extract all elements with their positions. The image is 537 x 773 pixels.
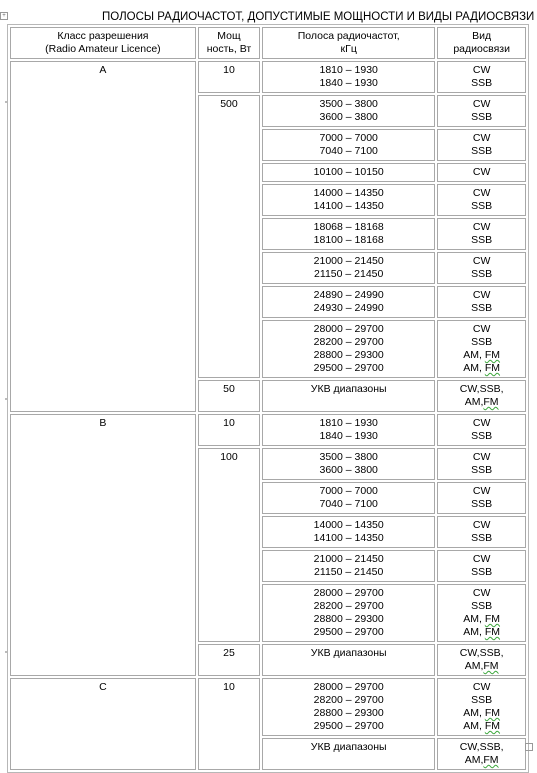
header-frequency-band [262,27,435,59]
frequency-band-cell [262,516,435,548]
frequency-range: 28800 – 29300 [313,349,384,361]
emission-mode-cell [437,320,526,378]
header-text: (Radio Amateur Licence) [45,43,161,55]
emission-mode-cell [437,286,526,318]
emission-mode-cell [437,550,526,582]
frequency-range: 18100 – 18168 [313,234,384,246]
emission-mode-cell [437,414,526,446]
emission-mode: SSB [471,430,493,442]
power-cell: 50 [198,380,260,412]
frequency-band-cell [262,584,435,642]
frequency-range: 14000 – 14350 [313,519,384,531]
header-text: Мощ [217,30,241,42]
frequency-range: 28000 – 29700 [313,587,384,599]
frequency-band-cell [262,129,435,161]
emission-mode: CW [472,587,491,599]
emission-mode: CW [472,485,491,497]
header-text: кГц [340,43,357,55]
emission-mode: CW [472,417,491,429]
frequency-range: 24930 – 24990 [313,302,384,314]
frequency-band-cell [262,550,435,582]
frequency-range: 1840 – 1930 [319,430,378,442]
power-cell: 25 [198,644,260,676]
emission-mode: CW,SSB, [459,647,504,659]
frequency-band-cell [262,482,435,514]
power-cell: 100 [198,448,260,642]
frequency-range: 28200 – 29700 [313,336,384,348]
power-cell: 10 [198,414,260,446]
resize-handle-icon[interactable] [525,743,533,751]
emission-mode: SSB [471,464,493,476]
frequency-range: 28200 – 29700 [313,694,384,706]
emission-mode: AM, FM [463,362,501,374]
table-body [10,61,526,770]
emission-mode: SSB [471,145,493,157]
frequency-range: 3500 – 3800 [319,98,378,110]
emission-mode: SSB [471,234,493,246]
frequency-band-cell [262,163,435,182]
emission-mode: SSB [471,600,493,612]
emission-mode: AM, FM [463,626,501,638]
emission-mode-cell [437,482,526,514]
frequency-range: 24890 – 24990 [313,289,384,301]
frequency-band-cell [262,184,435,216]
frequency-band-cell [262,380,435,412]
emission-mode-cell [437,218,526,250]
emission-mode: CW [472,221,491,233]
frequency-band-cell [262,448,435,480]
spellcheck-underline: FM [483,396,499,408]
emission-mode: CW [472,451,491,463]
table-row [10,61,526,93]
licence-class-cell: B [10,414,196,676]
licence-class-cell: A [10,61,196,412]
emission-mode: CW [472,553,491,565]
emission-mode-cell [437,516,526,548]
frequency-range: 21150 – 21450 [314,268,384,280]
emission-mode: SSB [471,532,493,544]
frequency-range: 28200 – 29700 [313,600,384,612]
table-row [10,414,526,446]
emission-mode: SSB [471,200,493,212]
emission-mode: SSB [471,111,493,123]
frequency-range: 1810 – 1930 [319,417,378,429]
frequency-range: 14000 – 14350 [313,187,384,199]
emission-mode-cell [437,644,526,676]
frequency-range: 18068 – 18168 [313,221,384,233]
spellcheck-underline: FM [484,349,501,361]
emission-mode: SSB [471,268,493,280]
frequency-range: 7040 – 7100 [319,498,378,510]
emission-mode: AM, FM [463,720,501,732]
emission-mode-cell [437,163,526,182]
frequency-band-cell [262,286,435,318]
table-header-row [10,27,526,59]
frequency-range: 14100 – 14350 [313,532,384,544]
emission-mode: AM,FM [464,396,499,408]
header-text: Вид [472,30,492,42]
emission-mode: AM, FM [463,707,501,719]
emission-mode: CW,SSB, [459,741,504,753]
header-text: ность, Вт [206,43,252,55]
frequency-range: 7040 – 7100 [319,145,378,157]
emission-mode-cell [437,61,526,93]
emission-mode: CW [472,166,491,178]
emission-mode: SSB [471,566,493,578]
frequency-range: 21000 – 21450 [313,255,384,267]
emission-mode: CW [472,323,491,335]
emission-mode: AM, FM [463,613,501,625]
frequency-range: 3500 – 3800 [319,451,378,463]
radio-bands-table [7,24,529,773]
emission-mode: CW [472,187,491,199]
table-row [10,678,526,736]
frequency-band-cell [262,414,435,446]
frequency-range: 28000 – 29700 [313,323,384,335]
spellcheck-underline: FM [484,626,501,638]
frequency-band-cell [262,252,435,284]
spellcheck-underline: FM [484,720,501,732]
emission-mode: CW,SSB, [459,383,504,395]
frequency-range: 21150 – 21450 [314,566,384,578]
emission-mode: CW [472,132,491,144]
frequency-range: 7000 – 7000 [319,485,378,497]
power-cell: 10 [198,678,260,770]
emission-mode-cell [437,252,526,284]
spellcheck-underline: FM [483,660,499,672]
frequency-range: 28800 – 29300 [313,613,384,625]
frequency-range: УКВ диапазоны [310,741,387,753]
emission-mode: CW [472,255,491,267]
emission-mode: SSB [471,498,493,510]
emission-mode-cell [437,95,526,127]
header-text: радиосвязи [453,43,510,55]
licence-class-cell: C [10,678,196,770]
frequency-range: 28800 – 29300 [313,707,384,719]
emission-mode: CW [472,519,491,531]
spellcheck-underline: FM [483,754,499,766]
frequency-band-cell [262,95,435,127]
header-text: Полоса радиочастот, [297,30,400,42]
emission-mode: CW [472,681,491,693]
frequency-range: 28000 – 29700 [313,681,384,693]
frequency-band-cell [262,678,435,736]
emission-mode-cell [437,129,526,161]
frequency-range: 3600 – 3800 [319,464,378,476]
frequency-range: 29500 – 29700 [313,362,384,374]
frequency-band-cell [262,218,435,250]
frequency-range: УКВ диапазоны [310,383,387,395]
frequency-band-cell [262,738,435,770]
emission-mode-cell [437,448,526,480]
frequency-range: 1810 – 1930 [319,64,378,76]
frequency-range: 10100 – 10150 [313,166,384,178]
emission-mode: CW [472,98,491,110]
power-cell: 500 [198,95,260,378]
frequency-range: УКВ диапазоны [310,647,387,659]
power-cell: 10 [198,61,260,93]
frequency-range: 29500 – 29700 [313,720,384,732]
page-title: ПОЛОСЫ РАДИОЧАСТОТ, ДОПУСТИМЫЕ МОЩНОСТИ И ВИДЫ РАДИОСВЯЗИ [102,11,535,23]
emission-mode: AM, FM [463,349,501,361]
emission-mode: SSB [471,77,493,89]
emission-mode: AM,FM [464,660,499,672]
emission-mode-cell [437,738,526,770]
frequency-range: 29500 – 29700 [313,626,384,638]
frequency-range: 14100 – 14350 [313,200,384,212]
emission-mode-cell [437,678,526,736]
frequency-range: 21000 – 21450 [313,553,384,565]
frequency-range: 1840 – 1930 [319,77,378,89]
spellcheck-underline: FM [484,362,501,374]
emission-mode: CW [472,289,491,301]
header-licence-class [10,27,196,59]
frequency-band-cell [262,320,435,378]
emission-mode: AM,FM [464,754,499,766]
frequency-range: 7000 – 7000 [319,132,378,144]
emission-mode: CW [472,64,491,76]
emission-mode: SSB [471,336,493,348]
emission-mode: SSB [471,694,493,706]
frequency-band-cell [262,644,435,676]
table-move-handle-icon[interactable]: + [0,12,8,20]
emission-mode-cell [437,380,526,412]
frequency-range: 3600 – 3800 [319,111,378,123]
spellcheck-underline: FM [484,613,501,625]
header-emission-mode [437,27,526,59]
emission-mode: SSB [471,302,493,314]
emission-mode-cell [437,584,526,642]
spellcheck-underline: FM [484,707,501,719]
header-text: Класс разрешения [57,30,149,42]
emission-mode-cell [437,184,526,216]
header-power [198,27,260,59]
frequency-band-cell [262,61,435,93]
